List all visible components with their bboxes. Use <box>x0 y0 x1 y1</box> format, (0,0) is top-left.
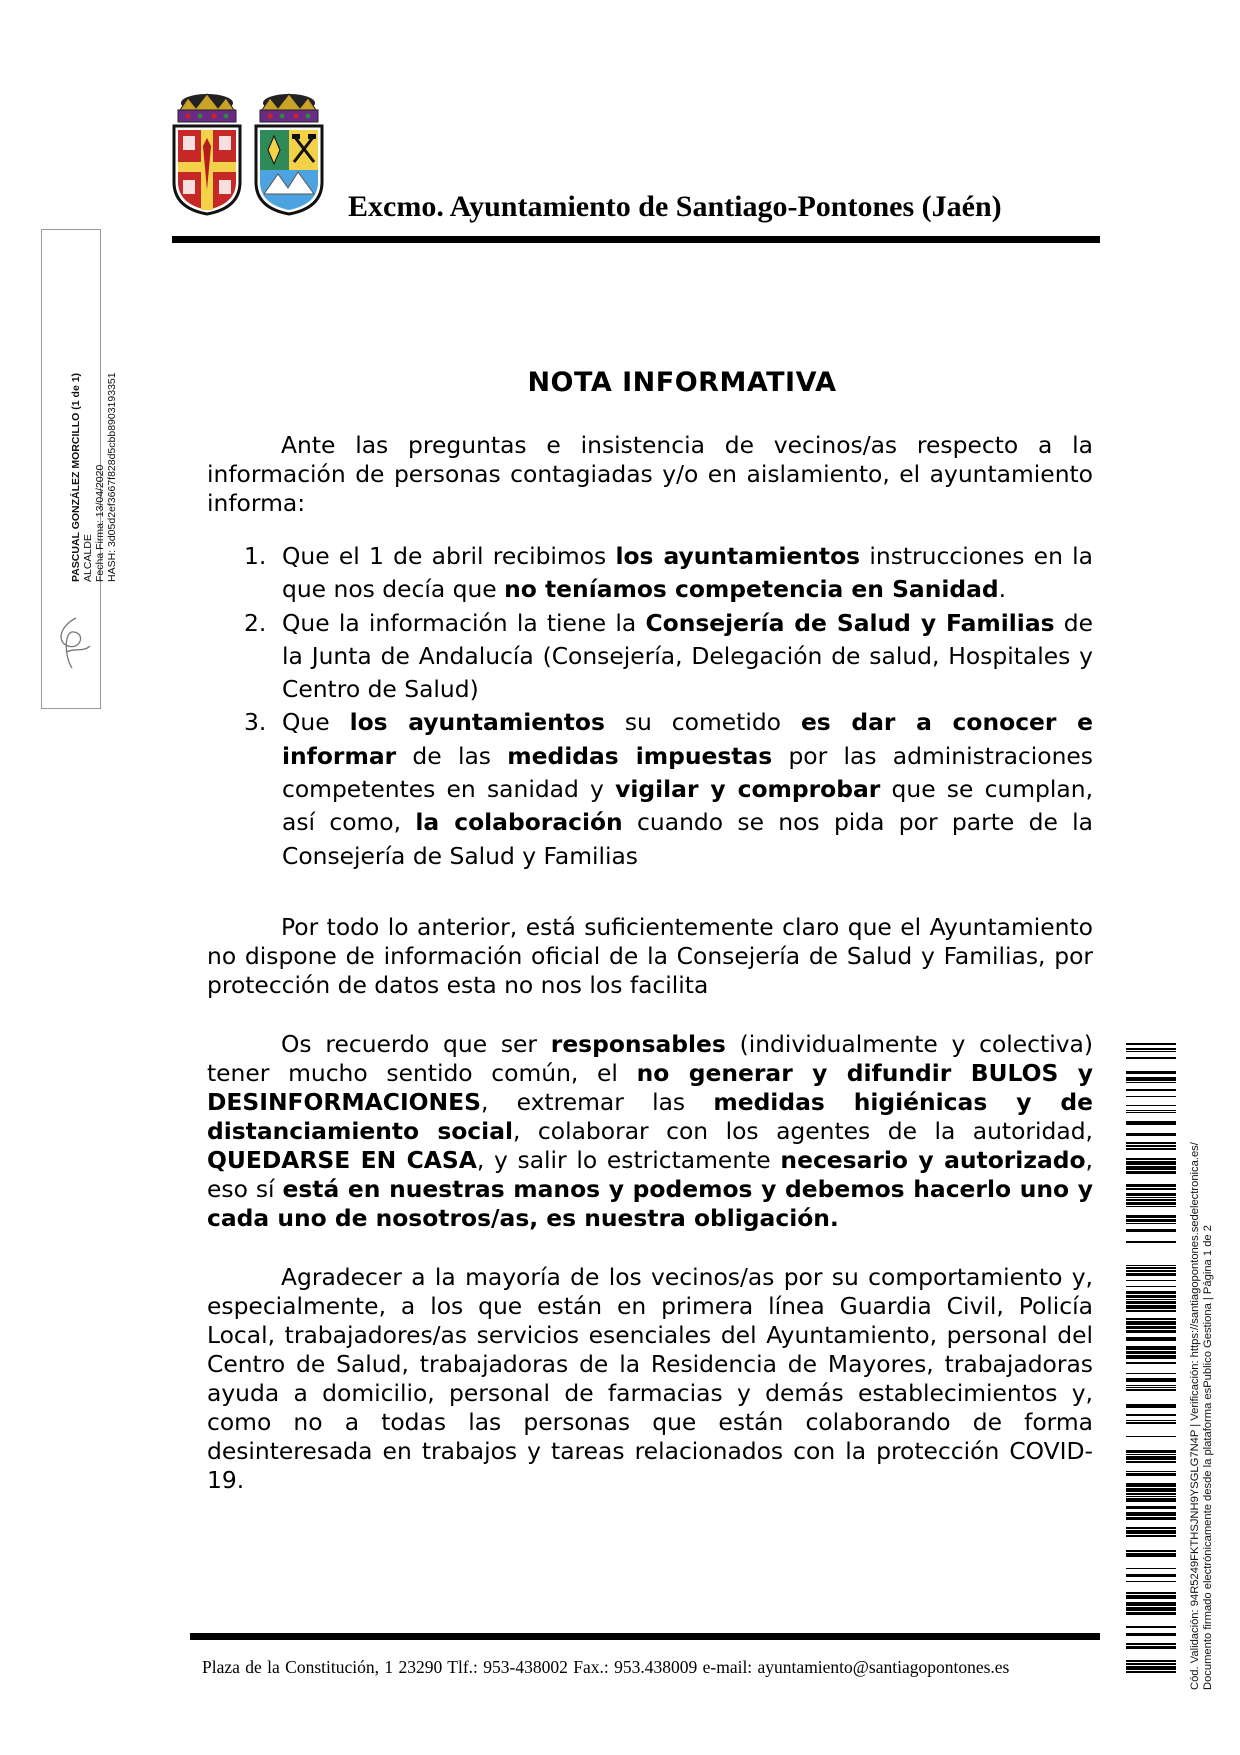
recommendation-paragraph: Os recuerdo que ser responsables (individualmente y colectiva) tener mucho sentido común, el no generar y difundir BULOS y DESINFORMACIONES, extremar las medidas higiénicas y de distanciamiento social, colaborar con los agentes de la autoridad, QUEDARSE EN CASA, y salir lo estrictamente necesario y autorizado, eso sí está en nuestras manos y podemos y debemos hacerlo uno y cada uno de nosotros/as, es nuestra obligación. <box>207 1029 1094 1232</box>
header-divider <box>172 236 1100 243</box>
verification-code: Cód. Validación: 94R5249FKTHSJNH9YSGLG7N4P | Verificación: https://santiagopontones.sedelectronica.es/ <box>1189 1142 1201 1690</box>
signer-name: PASCUAL GONZÁLEZ MORCILLO (1 de 1) <box>70 372 82 582</box>
list-item <box>207 706 1093 872</box>
signer-role: ALCALDE <box>82 534 94 582</box>
footer-divider <box>190 1633 1100 1640</box>
list-item-number: 3. <box>244 708 267 737</box>
document-body <box>207 368 1093 1495</box>
list-item-number: 1. <box>244 542 267 570</box>
information-list <box>207 540 1093 873</box>
signature-date: Fecha Firma: 13/04/2020 <box>94 464 106 582</box>
intro-paragraph: Ante las preguntas e insistencia de vecinos/as respecto a la información de personas contagiadas y/o en aislamiento, el ayuntamiento informa: <box>207 431 1093 517</box>
conclusion-paragraph: Por todo lo anterior, está suficientemente claro que el Ayuntamiento no dispone de información oficial de la Consejería de Salud y Familias, por protección de datos esta no nos los facilita <box>207 912 1093 999</box>
verification-text <box>1189 1040 1215 1690</box>
list-item-number: 2. <box>244 608 267 637</box>
list-item-text: Que el 1 de abril recibimos los ayuntamientos instrucciones en la que nos decía que no teníamos competencia en Sanidad. <box>282 542 1093 604</box>
signature-hash: HASH: 3d05d2ef3667f828d5cbb8903193351 <box>106 372 118 582</box>
coat-of-arms-pontones-icon <box>250 90 328 218</box>
list-item <box>207 607 1093 707</box>
list-item-text: Que la información la tiene la Consejería de Salud y Familias de la Junta de Andalucía (Consejería, Delegación de salud, Hospitales y Centro de Salud) <box>282 608 1093 704</box>
signature-scribble-icon <box>46 612 98 674</box>
barcode-icon <box>1126 1043 1176 1675</box>
verification-platform: Documento firmado electrónicamente desde la plataforma esPublico Gestiona | Página 1 de 2 <box>1202 1225 1214 1690</box>
document-title: NOTA INFORMATIVA <box>527 367 837 398</box>
list-item <box>207 540 1093 607</box>
thanks-paragraph: Agradecer a la mayoría de los vecinos/as por su comportamiento y, especialmente, a los que están en primera línea Guardia Civil, Policía Local, trabajadores/as servicios esenciales del Ayuntamiento, personal del Centro de Salud, trabajadoras de la Residencia de Mayores, trabajadoras ayuda a domicilio, personal de farmacias y demás establecimientos y, como no a todas las personas que están colaborando de forma desinteresada en trabajos y tareas relacionados con la protección COVID-19. <box>207 1262 1093 1494</box>
coat-of-arms-santiago-icon <box>168 90 246 218</box>
signature-details <box>70 322 118 582</box>
list-item-text: Que los ayuntamientos su cometido es dar a conocer e informar de las medidas impuestas por las administraciones competentes en sanidad y vigilar y comprobar que se cumplan, así como, la colaboración cuando se nos pida por parte de la Consejería de Salud y Familias <box>282 708 1094 870</box>
header-title: Excmo. Ayuntamiento de Santiago-Pontones (Jaén) <box>348 190 1002 223</box>
footer-address: Plaza de la Constitución, 1 23290 Tlf.: 953-438002 Fax.: 953.438009 e-mail: ayuntamiento@santiagopontones.es <box>202 1657 1010 1677</box>
